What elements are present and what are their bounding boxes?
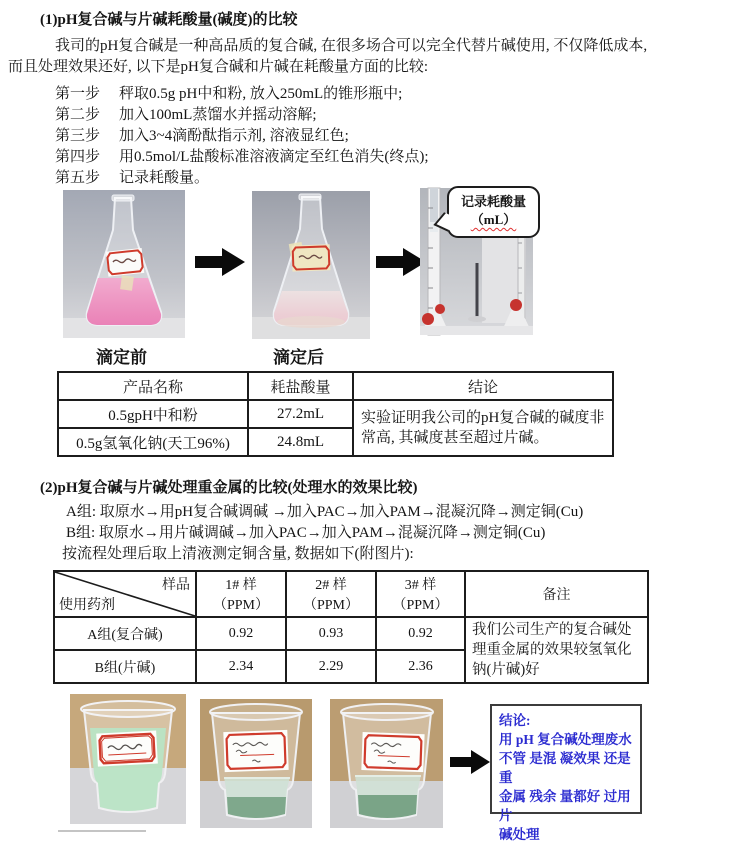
flask-clear-graphic: [252, 191, 370, 339]
acid-consumption-table: [57, 371, 614, 457]
step-row: [55, 147, 429, 167]
th-acid-used: 耗盐酸量: [248, 372, 353, 400]
cup-settled-graphic: [200, 699, 312, 828]
conclusion-line: 不管 是混 凝效果 还是重: [499, 751, 631, 785]
cup-settled-graphic: [330, 699, 443, 828]
cell-ppm: 0.92: [376, 617, 465, 650]
raw-water-cup-photo: [70, 694, 186, 824]
heavy-metal-table: [53, 570, 649, 684]
step-text: 用0.5mol/L盐酸标准溶液滴定至红色消失(终点);: [119, 149, 429, 165]
step-label: 第四步: [55, 149, 101, 165]
step-label: 第二步: [55, 107, 101, 123]
step-text: 记录耗酸量。: [119, 170, 210, 186]
th-remark: 备注: [465, 571, 648, 617]
step-text: 秤取0.5g pH中和粉, 放入250mL的锥形瓶中;: [119, 86, 403, 102]
cell-ppm: 2.34: [196, 650, 286, 683]
th-conclusion: 结论: [353, 372, 613, 400]
cell-conclusion: 实验证明我公司的pH复合碱的碱度非常高, 其碱度甚至超过片碱。: [353, 400, 613, 456]
label-after-titration: 滴定后: [273, 348, 324, 367]
intro-paragraph: [8, 36, 726, 78]
step-row: [55, 84, 429, 104]
arrow-right-icon: [450, 750, 490, 774]
titration-before-photo: [63, 190, 185, 338]
cell-group: A组(复合碱): [54, 617, 196, 650]
section1-title: (1)pH复合碱与片碱耗酸量(碱度)的比较: [40, 12, 298, 28]
conclusion-box: [490, 704, 642, 842]
th-sample1: 1# 样 （PPM）: [196, 571, 286, 617]
arrow-right-icon: [376, 248, 426, 276]
step-row: [55, 168, 429, 188]
corner-header-cell: [54, 571, 196, 617]
conclusion-line: 结论:: [499, 713, 531, 728]
corner-label-sample: 样品: [162, 578, 190, 593]
table-row: [54, 617, 648, 650]
step-row: [55, 105, 429, 125]
procedure-steps: [55, 84, 429, 189]
cell-ppm: 0.92: [196, 617, 286, 650]
step-text: 加入100mL蒸馏水并摇动溶解;: [119, 107, 317, 123]
table-row: [58, 400, 613, 428]
corner-label-reagent: 使用药剂: [59, 598, 115, 613]
cell-value: 27.2mL: [248, 400, 353, 428]
flask-pink-graphic: [63, 190, 185, 338]
label-before-titration: 滴定前: [96, 348, 147, 367]
intro-line2: 而且处理效果还好, 以下是pH复合碱和片碱在耗酸量方面的比较:: [8, 59, 429, 75]
treated-cup-photo-1: [200, 699, 312, 828]
cell-group: B组(片碱): [54, 650, 196, 683]
cell-product: 0.5gpH中和粉: [58, 400, 248, 428]
cell-ppm: 0.93: [286, 617, 376, 650]
conclusion-line: 金属 残余 量都好 过用片: [499, 789, 631, 823]
procedure-line-a: A组: 取原水→用pH复合碱调碱 →加入PAC→加入PAM→混凝沉降→测定铜(Cu): [66, 504, 584, 520]
treated-cup-photo-2: [330, 699, 443, 828]
step-label: 第三步: [55, 128, 101, 144]
th-sample3: 3# 样 （PPM）: [376, 571, 465, 617]
cell-value: 24.8mL: [248, 428, 353, 456]
cell-product: 0.5g氢氧化钠(天工96%): [58, 428, 248, 456]
th-product-name: 产品名称: [58, 372, 248, 400]
step-label: 第五步: [55, 170, 101, 186]
procedure-line-b: B组: 取原水→用片碱调碱→加入PAC→加入PAM→混凝沉降→测定铜(Cu): [66, 525, 546, 541]
cell-ppm: 2.36: [376, 650, 465, 683]
arrow-right-icon: [195, 248, 245, 276]
step-label: 第一步: [55, 86, 101, 102]
step-row: [55, 126, 429, 146]
cell-ppm: 2.29: [286, 650, 376, 683]
conclusion-line: 碱处理: [499, 827, 540, 842]
callout-line1: 记录耗酸量: [460, 194, 526, 209]
titration-after-photo: [252, 191, 370, 339]
section2-title: (2)pH复合碱与片碱处理重金属的比较(处理水的效果比较): [40, 480, 418, 496]
scan-artifact-line: [58, 830, 146, 832]
conclusion-line: 用 pH 复合碱处理废水: [499, 732, 632, 747]
callout-bubble: [447, 186, 540, 238]
cup-green-graphic: [70, 694, 186, 824]
step-text: 加入3~4滴酚酞指示剂, 溶液显红色;: [119, 128, 349, 144]
procedure-line-note: 按流程处理后取上清液测定铜含量, 数据如下(附图片):: [62, 546, 414, 562]
th-sample2: 2# 样 （PPM）: [286, 571, 376, 617]
intro-line1: 我司的pH复合碱是一种高品质的复合碱, 在很多场合可以完全代替片碱使用, 不仅降低成本,: [55, 38, 648, 54]
callout-line2: （mL）: [470, 212, 517, 227]
cell-remark: 我们公司生产的复合碱处理重金属的效果较氢氧化钠(片碱)好: [465, 617, 648, 683]
